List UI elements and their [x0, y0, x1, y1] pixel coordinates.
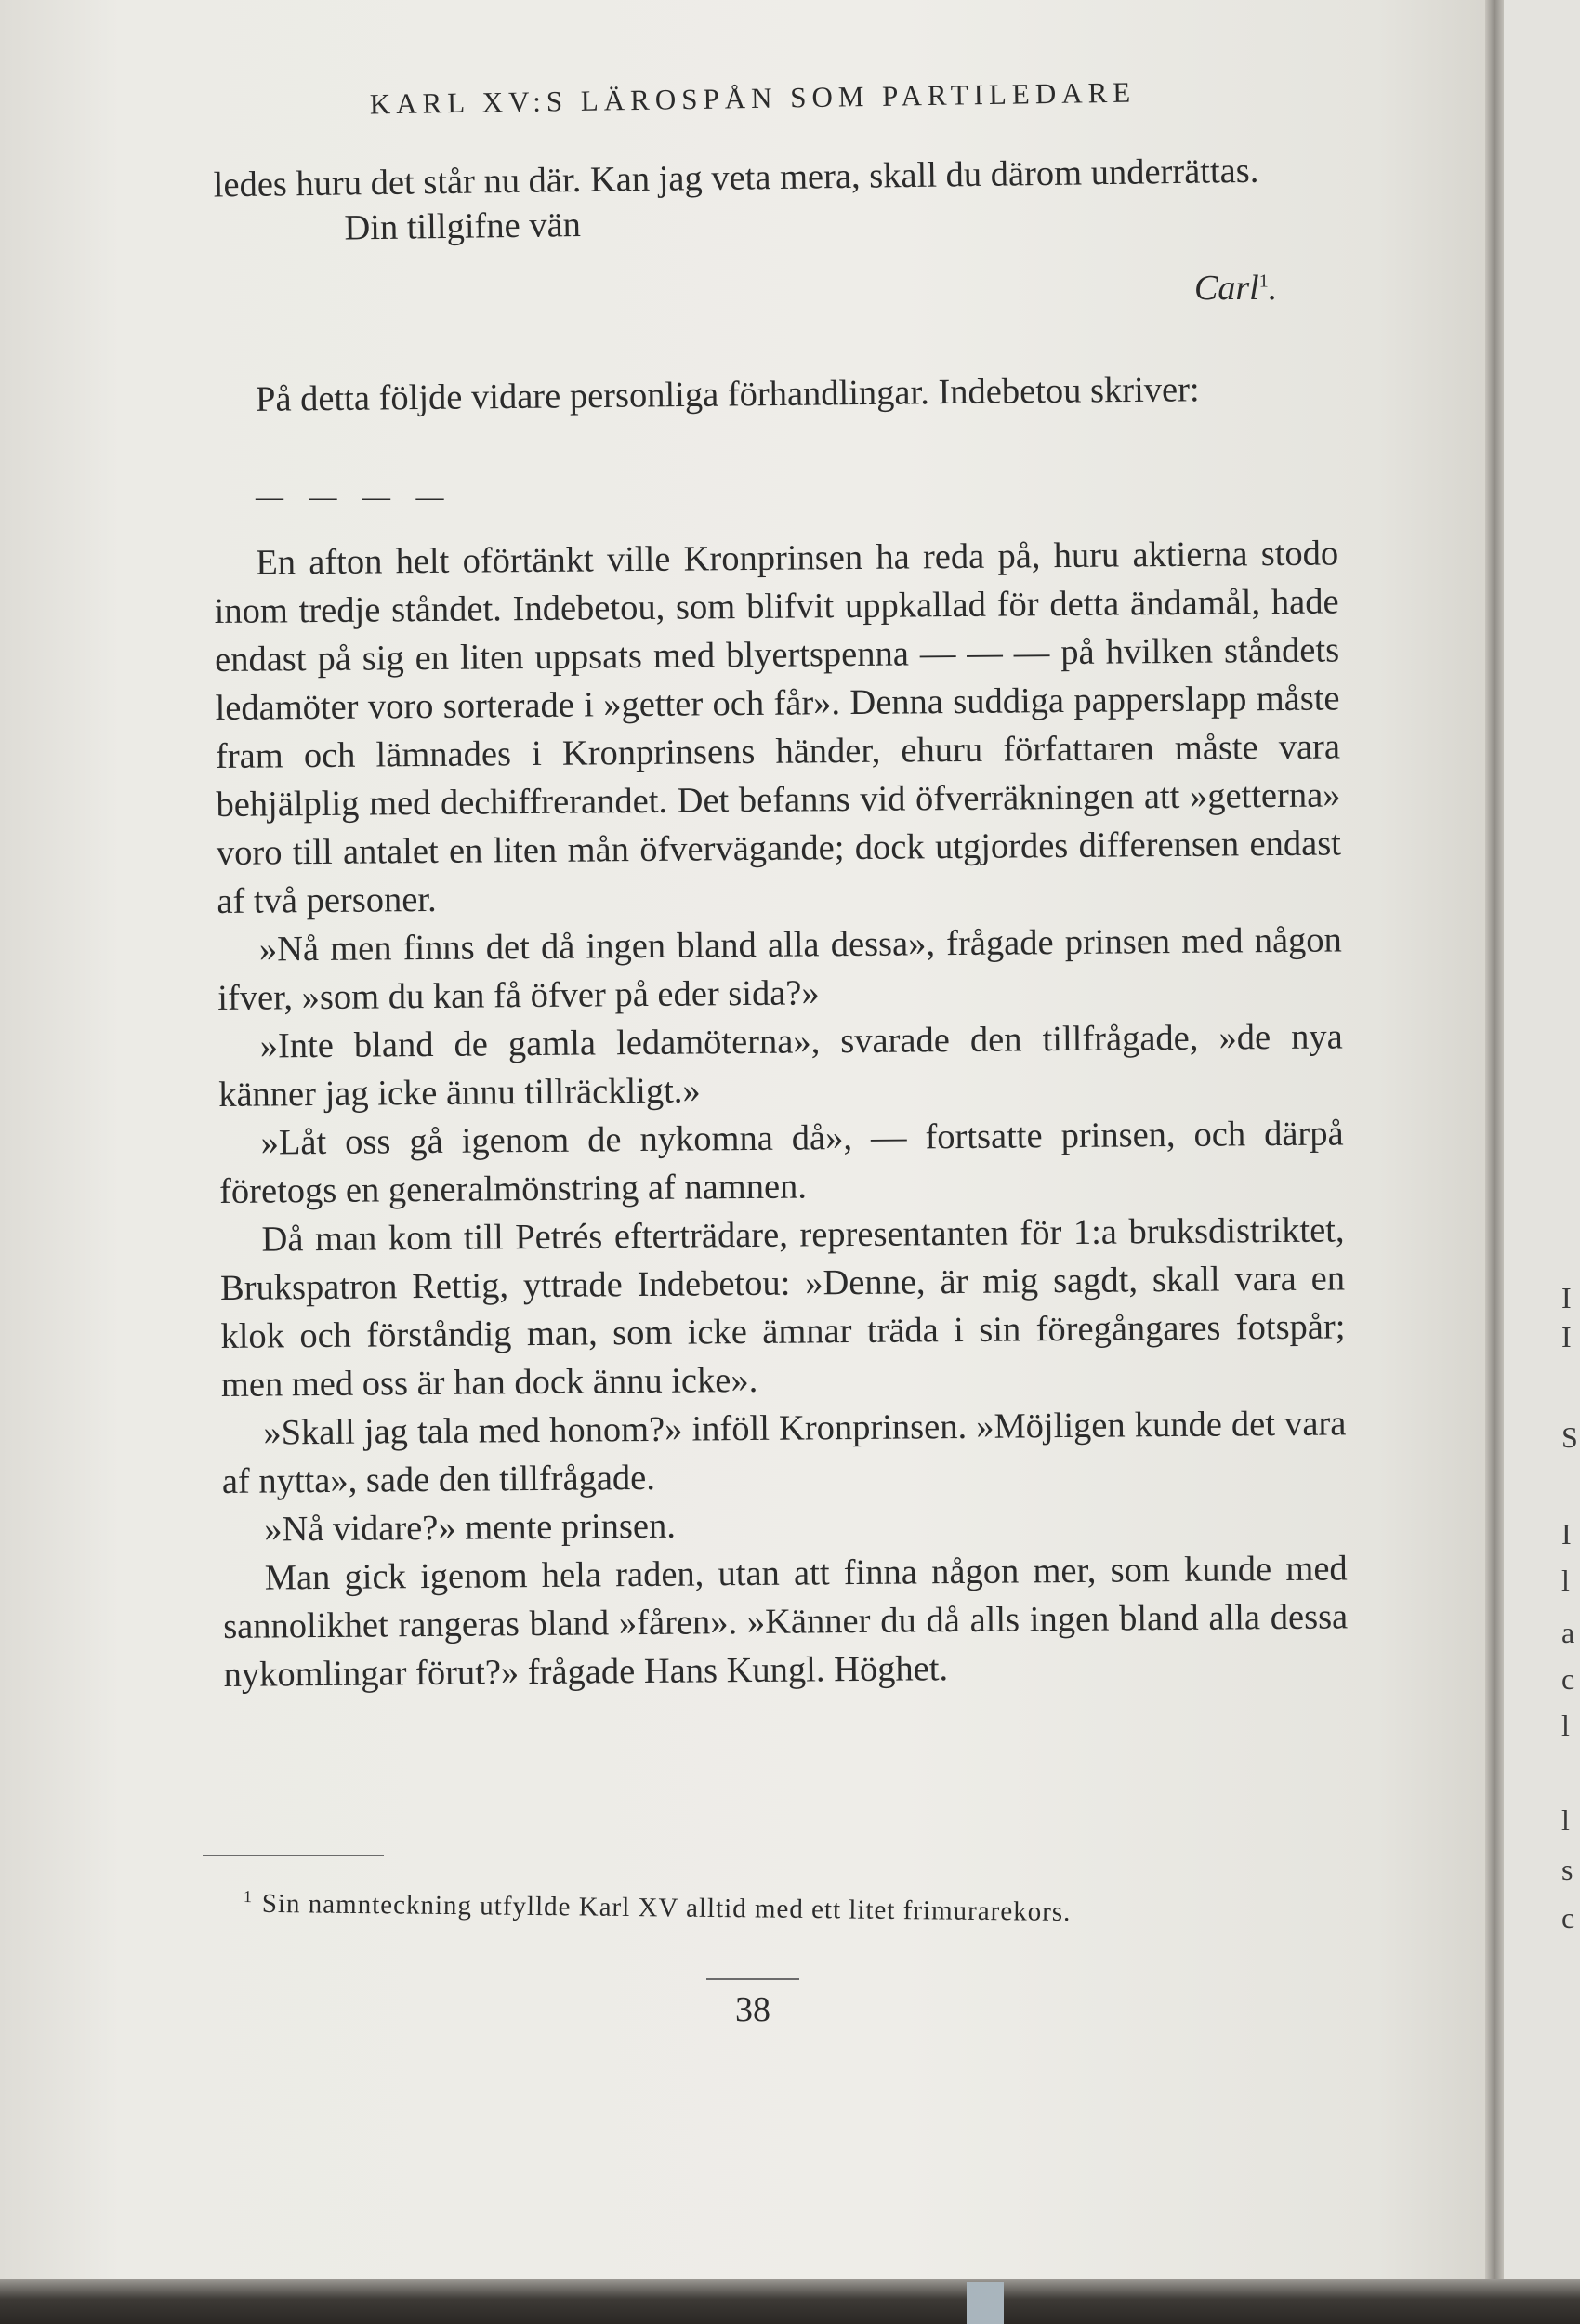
signature-note-mark: 1: [1258, 271, 1269, 292]
letter-text: ledes huru det står nu där. Kan jag veta mera, skall du därom underrättas.: [213, 151, 1259, 205]
paragraph: En afton helt oförtänkt ville Kronprinsen ha reda på, huru aktierna stodo inom tredje ståndet. Indebetou, som blifvit uppkallad för detta ändamål, hade endast på sig en liten uppsats med blyertspenna — — — på hvilken ståndets ledamöter voro sorterade i »getter och får». Denna suddiga papperslapp måste fram och lämnades i Kronprinsens händer, ehuru författaren måste vara behjälplig med dechiffrerandet. Det befanns vid öfverräkningen att »getterna» voro till antalet en liten mån öfvervägande; dock utgjordes differensen endast af två personer.: [214, 534, 1342, 921]
footnote-mark: 1: [243, 1887, 253, 1907]
letter-continuation: [213, 146, 1338, 251]
next-page-glyph: a: [1561, 1616, 1575, 1649]
next-page-glyph: l: [1561, 1803, 1570, 1837]
signature-name: Carl: [1194, 269, 1259, 308]
paragraph: Man gick igenom hela raden, utan att finna någon mer, som kunde med sannolikhet rangeras bland »fåren». »Känner du då alls ingen bland alla dessa nykomlingar förut?» frågade Hans Kungl. Höghet.: [223, 1549, 1349, 1695]
bookmark-ribbon: [967, 2282, 1004, 2324]
book-bottom-edge: [0, 2279, 1580, 2324]
page-number: 38: [735, 1990, 770, 2029]
paragraph: »Skall jag tala med honom?» inföll Kronprinsen. »Möjligen kunde det vara af nytta», sade den tillfrågade.: [221, 1404, 1347, 1501]
letter-signature: [1194, 268, 1277, 309]
main-text: [214, 529, 1349, 1699]
footnote-divider: [203, 1855, 384, 1856]
footnote: [244, 1887, 1322, 1931]
next-page-glyph: s: [1561, 1853, 1573, 1886]
footnote-text: Sin namnteckning utfyllde Karl XV alltid med ett litet frimurarekors.: [261, 1888, 1072, 1927]
next-page-glyph: I: [1561, 1281, 1572, 1314]
book-gutter: [1485, 0, 1504, 2296]
letter-closing: Din tillgifne vän: [344, 205, 582, 248]
paragraph: »Inte bland de gamla ledamöterna», svarade den tillfrågade, »de nya känner jag icke ännu tillräckligt.»: [218, 1017, 1343, 1115]
next-page-edge: [1504, 0, 1580, 2296]
page-number-rule: [706, 1978, 799, 1980]
next-page-glyph: l: [1561, 1564, 1570, 1597]
paragraph: »Låt oss gå igenom de nykomna då», — fortsatte prinsen, och därpå företogs en generalmönstring af namnen.: [218, 1114, 1344, 1211]
next-page-glyph: l: [1561, 1709, 1570, 1742]
intro-paragraph: [214, 362, 1339, 428]
next-page-glyph: S: [1561, 1420, 1578, 1454]
intro-text: På detta följde vidare personliga förhandlingar. Indebetou skriver:: [255, 370, 1200, 419]
paragraph: »Nå men finns det då ingen bland alla dessa», frågade prinsen med någon ifver, »som du kan få öfver på eder sida?»: [217, 920, 1342, 1018]
omission-dashes: — — — —: [256, 482, 454, 512]
next-page-glyph: I: [1561, 1320, 1572, 1353]
paragraph: Då man kom till Petrés efterträdare, representanten för 1:a bruksdistriktet, Brukspatron Rettig, yttrade Indebetou: »Denne, är mig sagdt, skall vara en klok och förståndig man, som icke ämnar träda i sin föregångares fotspår; men med oss är han dock ännu icke».: [219, 1210, 1346, 1405]
next-page-glyph: c: [1561, 1901, 1575, 1934]
next-page-glyph: I: [1561, 1517, 1572, 1551]
next-page-glyph: c: [1561, 1662, 1575, 1696]
running-head: KARL XV:S LÄROSPÅN SOM PARTILEDARE: [369, 75, 1137, 121]
signature-end: .: [1268, 269, 1278, 308]
paragraph: »Nå vidare?» mente prinsen.: [264, 1506, 677, 1550]
